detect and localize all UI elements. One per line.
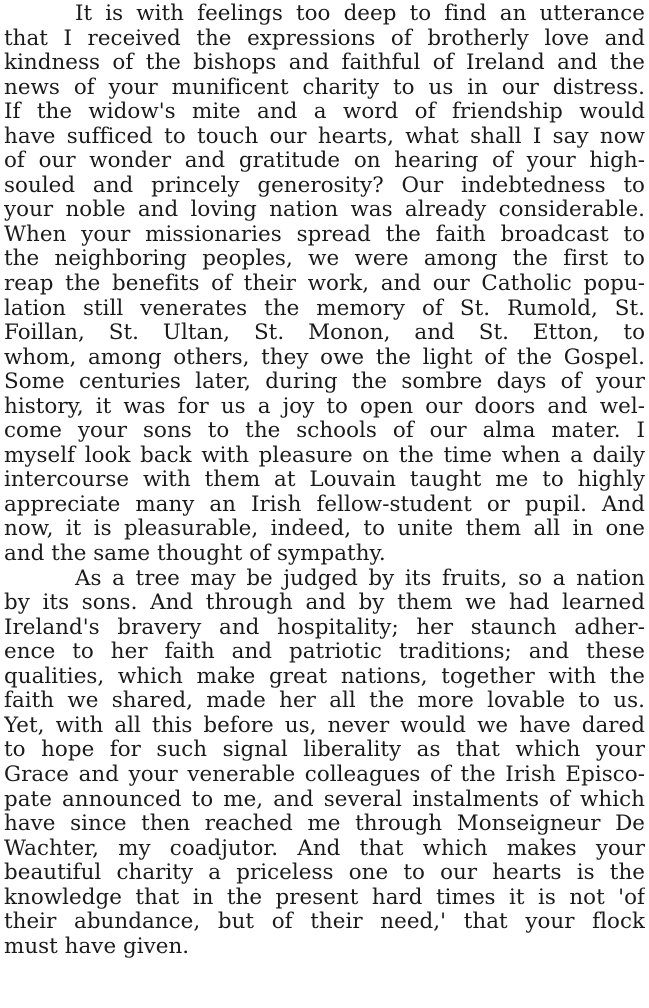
text-line: have since then reached me through Monseigneur De: [4, 812, 645, 837]
text-line: news of your munificent charity to us in our distress.: [4, 75, 645, 100]
text-line: Grace and your venerable colleagues of the Irish Episco-: [4, 762, 645, 787]
text-line: Some centuries later, during the sombre days of your: [4, 370, 645, 395]
text-line: qualities, which make great nations, together with the: [4, 664, 645, 689]
paragraph-nation-and-sons: [4, 567, 645, 960]
text-line: now, it is pleasurable, indeed, to unite them all in one: [4, 517, 645, 542]
text-line: and the same thought of sympathy.: [4, 542, 386, 567]
text-line: appreciate many an Irish fellow-student or pupil. And: [4, 492, 645, 517]
text-line: souled and princely generosity? Our indebtedness to: [4, 173, 645, 198]
text-line: their abundance, but of their need,' that your flock: [4, 910, 645, 935]
text-line: Ireland's bravery and hospitality; her staunch adher-: [4, 615, 645, 640]
text-line: the neighboring peoples, we were among the first to: [4, 247, 645, 272]
text-line: knowledge that in the present hard times it is not 'of: [4, 885, 645, 910]
text-line: beautiful charity a priceless one to our hearts is the: [4, 861, 645, 886]
text-line: myself look back with pleasure on the time when a daily: [4, 443, 645, 468]
text-line: whom, among others, they owe the light of the Gospel.: [4, 345, 645, 370]
text-line: history, it was for us a joy to open our doors and wel-: [4, 394, 645, 419]
text-line: come your sons to the schools of our alma mater. I: [4, 419, 645, 444]
text-line: that I received the expressions of brotherly love and: [4, 26, 645, 51]
text-line: have sufficed to touch our hearts, what shall I say now: [4, 124, 645, 149]
text-line: Yet, with all this before us, never would we have dared: [4, 713, 645, 738]
text-line: It is with feelings too deep to find an utterance: [75, 2, 645, 26]
text-line: Foillan, St. Ultan, St. Monon, and St. Etton, to: [4, 321, 645, 346]
text-line: lation still venerates the memory of St. Rumold, St.: [4, 296, 645, 321]
text-line: your noble and loving nation was already considerable.: [4, 198, 645, 223]
text-line: must have given.: [4, 934, 190, 959]
text-line: to hope for such signal liberality as that which your: [4, 738, 645, 763]
text-line: If the widow's mite and a word of friendship would: [4, 100, 645, 125]
text-line: kindness of the bishops and faithful of Ireland and the: [4, 51, 645, 76]
text-line: faith we shared, made her all the more lovable to us.: [4, 689, 645, 714]
text-line: When your missionaries spread the faith broadcast to: [4, 222, 645, 247]
text-line: Wachter, my coadjutor. And that which makes your: [4, 836, 645, 861]
text-line: ence to her faith and patriotic traditions; and these: [4, 640, 645, 665]
text-line: of our wonder and gratitude on hearing of your high-: [4, 149, 645, 174]
text-line: pate announced to me, and several instalments of which: [4, 787, 645, 812]
text-line: As a tree may be judged by its fruits, so a nation: [75, 566, 645, 591]
paragraph-gratitude: [4, 2, 645, 567]
letter-text-page: [4, 2, 645, 1006]
text-line: by its sons. And through and by them we had learned: [4, 591, 645, 616]
text-line: intercourse with them at Louvain taught me to highly: [4, 468, 645, 493]
text-line: reap the benefits of their work, and our Catholic popu-: [4, 272, 645, 297]
